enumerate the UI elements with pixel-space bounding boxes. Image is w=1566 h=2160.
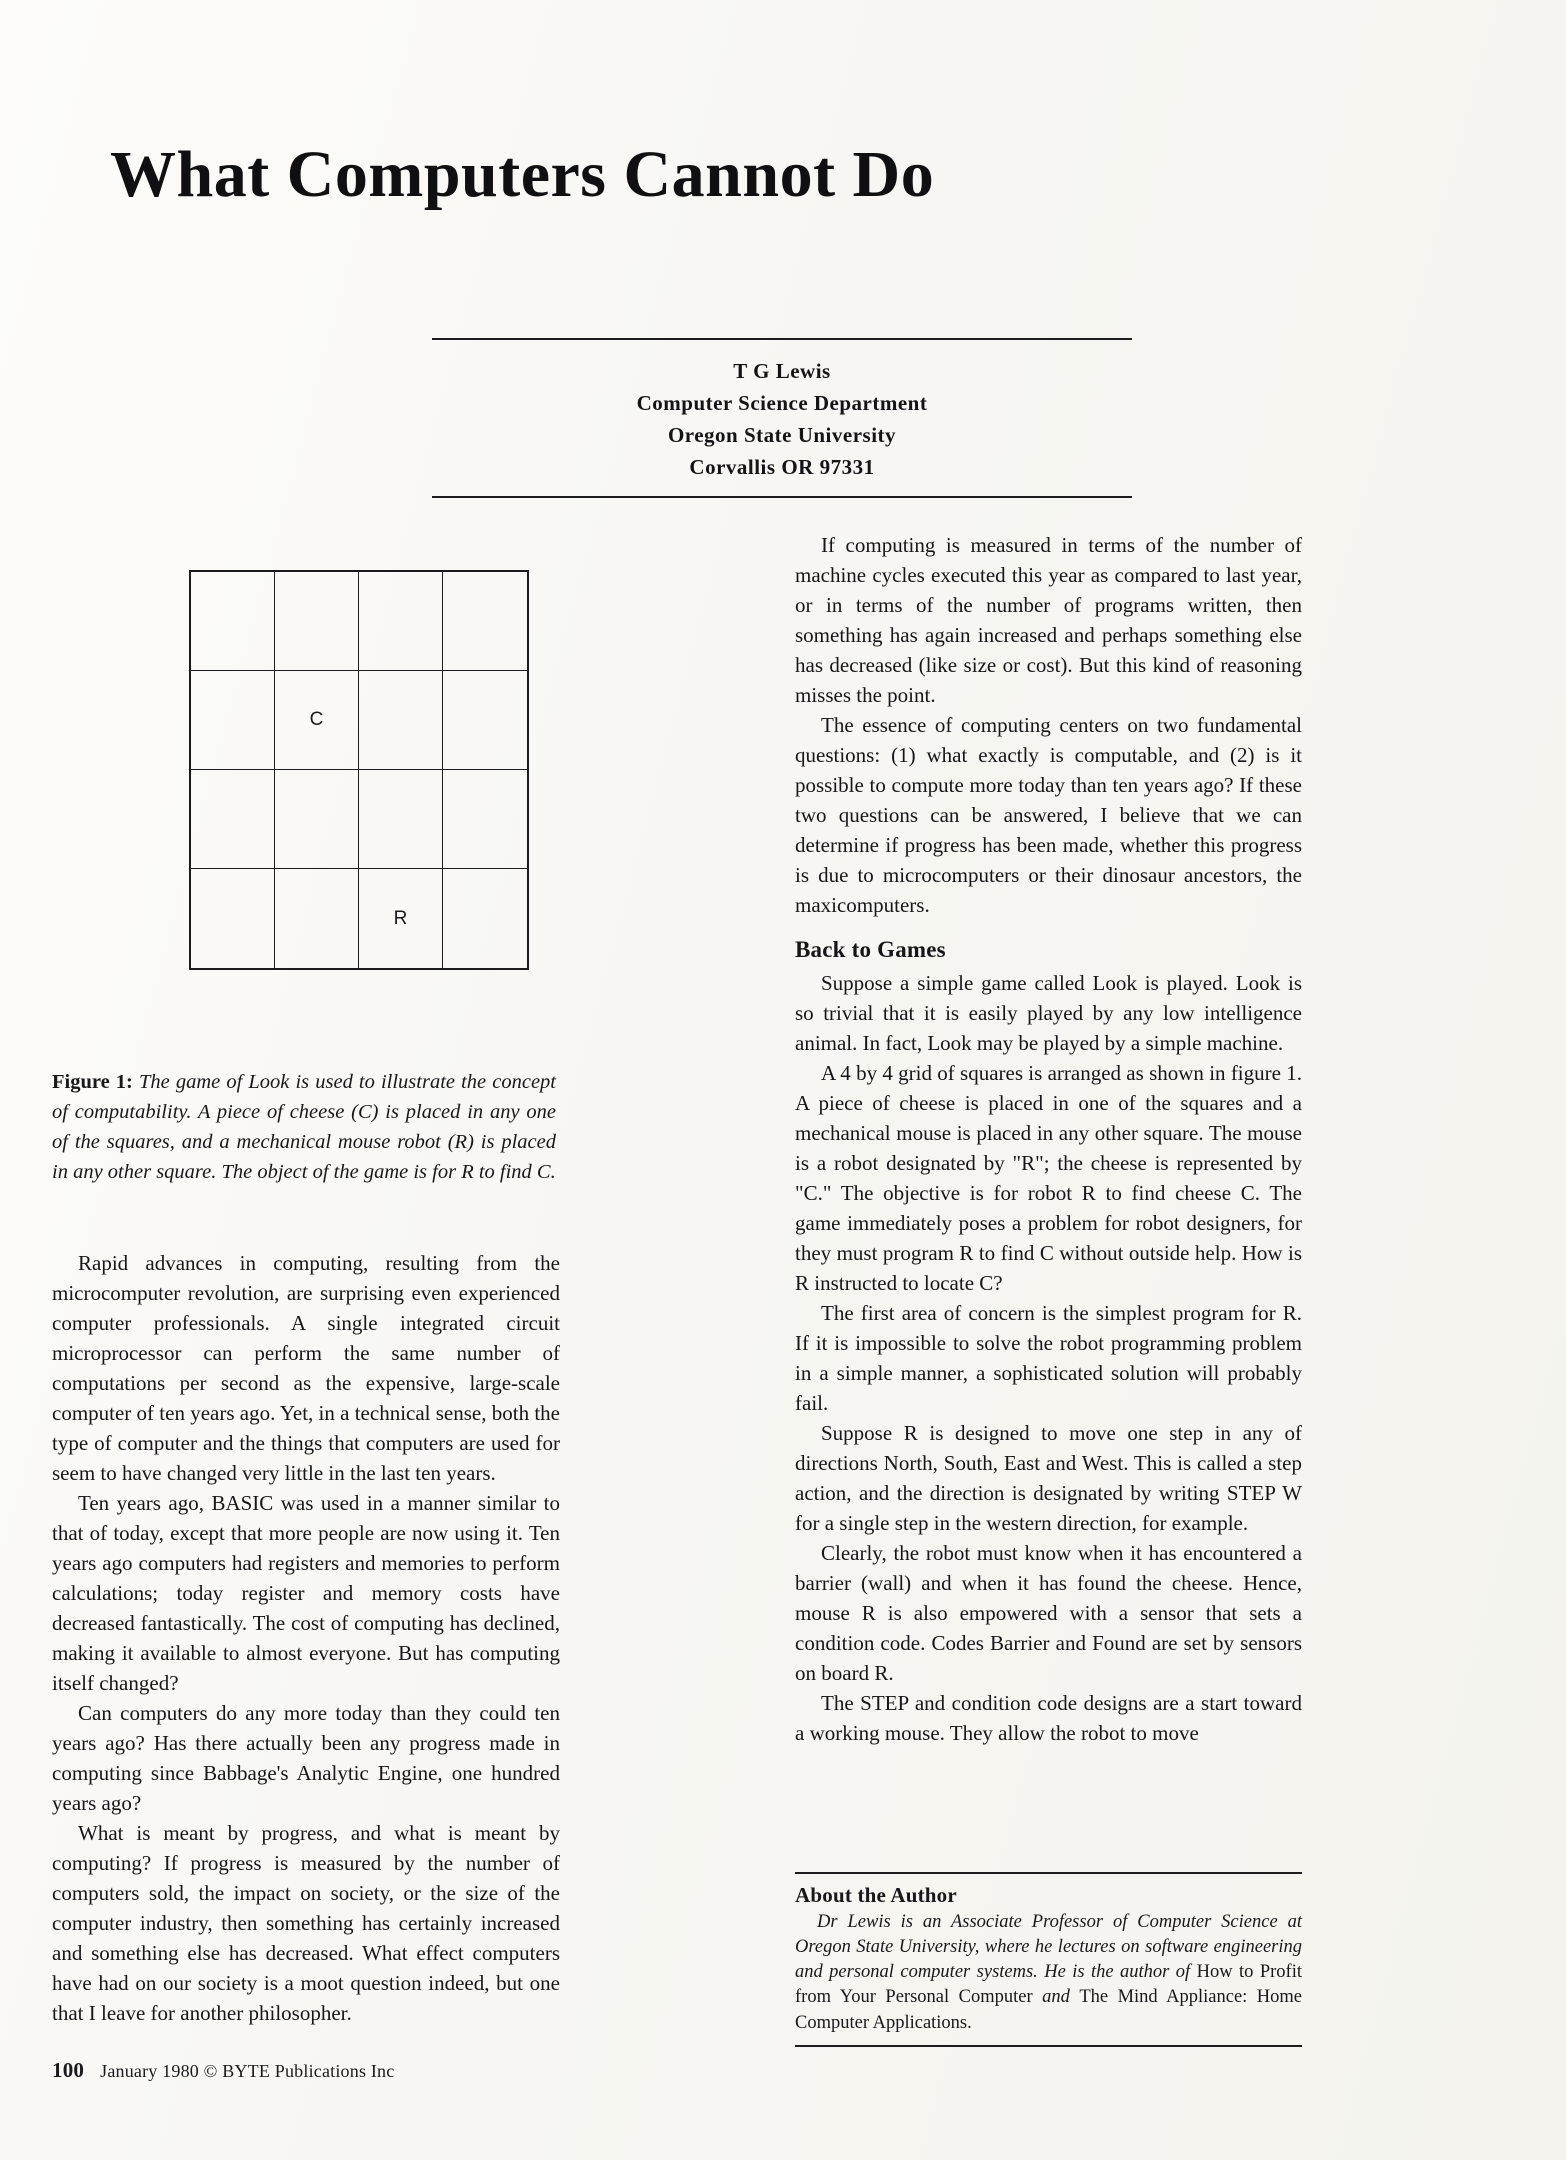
body-paragraph: A 4 by 4 grid of squares is arranged as shown in figure 1. A piece of cheese is placed in one of the squares and a mechanical mouse is placed in any other square. The mouse is a robot designated by "R"; the cheese is represented by "C." The objective is for robot R to find cheese C. The game immediately poses a problem for robot designers, for they must program R to find C without outside help. How is R instructed to locate C? (795, 1061, 1302, 1296)
grid-cell-empty (275, 770, 359, 869)
about-the-author-box (795, 1872, 1302, 2047)
page-title: What Computers Cannot Do (110, 138, 935, 212)
figure-caption-text: The game of Look is used to illustrate the concept of computability. A piece of cheese (C) is placed in any one of the squares, and a mechanical mouse robot (R) is placed in any other square. The object of the game is for R to find C. (52, 1071, 556, 1183)
byline-block (432, 338, 1132, 498)
about-author-heading: About the Author (795, 1883, 957, 1907)
grid-cell-empty (443, 869, 527, 968)
about-author-bio-connector: and (1032, 1987, 1080, 2008)
about-author-bio (795, 1910, 1302, 2036)
figure-1-caption (52, 1068, 556, 1188)
body-paragraph: Suppose a simple game called Look is played. Look is so trivial that it is easily played by any low intelligence animal. In fact, Look may be played by a simple machine. (795, 971, 1302, 1056)
grid-cell-empty (275, 869, 359, 968)
page-footer (52, 2058, 394, 2083)
grid-cell-empty (359, 572, 443, 671)
byline-department: Computer Science Department (636, 390, 928, 415)
about-author-rule-bottom (795, 2045, 1302, 2047)
body-paragraph: Clearly, the robot must know when it has encountered a barrier (wall) and when it has found the cheese. Hence, mouse R is also empowered with a sensor that sets a condition code. Codes Barrier and Found are set by sensors on board R. (795, 1541, 1302, 1686)
body-paragraph: The STEP and condition code designs are a start toward a working mouse. They allow the robot to move (795, 1691, 1302, 1746)
body-paragraph: If computing is measured in terms of the number of machine cycles executed this year as compared to last year, or in terms of the number of programs written, then something has again increased and perhaps something else has decreased (like size or cost). But this kind of reasoning misses the point. (795, 533, 1302, 708)
left-text-column (52, 1248, 560, 2028)
byline-lines (432, 340, 1132, 488)
byline-rule-bottom (432, 496, 1132, 498)
body-paragraph: Can computers do any more today than they could ten years ago? Has there actually been any progress made in computing since Babbage's Analytic Engine, one hundred years ago? (52, 1701, 560, 1816)
section-heading-back-to-games: Back to Games (795, 937, 946, 963)
body-paragraph: What is meant by progress, and what is meant by computing? If progress is measured by the number of computers sold, the impact on society, or the size of the computer industry, then something has certainly increased and something else has decreased. What effect computers have had on our society is a moot question indeed, but one that I leave for another philosopher. (52, 1821, 560, 2026)
about-author-book-title-1: How to Profit from Your Personal Computer (795, 1962, 1303, 2008)
grid-cell-empty (191, 671, 275, 770)
grid-cell-empty (359, 671, 443, 770)
grid-cell-c: C (275, 671, 359, 770)
grid-cell-empty (275, 572, 359, 671)
byline-institution: Oregon State University (667, 422, 897, 447)
byline-address: Corvallis OR 97331 (689, 454, 875, 479)
body-paragraph: Ten years ago, BASIC was used in a manner similar to that of today, except that more people are now using it. Ten years ago computers had registers and memories to perform calculations; today register and memory costs have decreased fantastically. The cost of computing has declined, making it available to almost everyone. But has computing itself changed? (52, 1491, 560, 1696)
footer-imprint: January 1980 © BYTE Publications Inc (100, 2061, 395, 2081)
body-paragraph: Rapid advances in computing, resulting from the microcomputer revolution, are surprising even experienced computer professionals. A single integrated circuit microprocessor can perform the same number of computations per second as the expensive, large-scale computer of ten years ago. Yet, in a technical sense, both the type of computer and the things that computers are used for seem to have changed very little in the last ten years. (52, 1251, 560, 1486)
grid-cell-empty (191, 572, 275, 671)
grid-cell-empty (191, 770, 275, 869)
about-author-book-title-2: The Mind Appliance: Home Computer Applications. (795, 1987, 1302, 2033)
figure-1-grid (189, 570, 529, 970)
byline-author: T G Lewis (733, 359, 831, 383)
grid-cell-empty (359, 770, 443, 869)
body-paragraph: Suppose R is designed to move one step in any of directions North, South, East and West. This is called a step action, and the direction is designated by writing STEP W for a single step in the western direction, for example. (795, 1421, 1302, 1536)
body-paragraph: The first area of concern is the simplest program for R. If it is impossible to solve the robot programming problem in a simple manner, a sophisticated solution will probably fail. (795, 1301, 1302, 1416)
about-author-rule-top (795, 1872, 1302, 1874)
grid-cell-empty (443, 572, 527, 671)
grid-cell-empty (191, 869, 275, 968)
grid-cell-empty (443, 770, 527, 869)
figure-caption-label: Figure 1: (52, 1071, 133, 1093)
grid-cell-empty (443, 671, 527, 770)
right-text-column (795, 530, 1302, 1748)
about-author-bio-text: Dr Lewis is an Associate Professor of Computer Science at Oregon State University, where he lectures on software engineering and personal computer systems. He is the author of (795, 1912, 1302, 1983)
body-paragraph: The essence of computing centers on two fundamental questions: (1) what exactly is computable, and (2) is it possible to compute more today than ten years ago? If these two questions can be answered, I believe that we can determine if progress has been made, whether this progress is due to microcomputers or their dinosaur ancestors, the maxicomputers. (795, 713, 1302, 918)
grid-cell-r: R (359, 869, 443, 968)
page-number: 100 (52, 2058, 85, 2082)
